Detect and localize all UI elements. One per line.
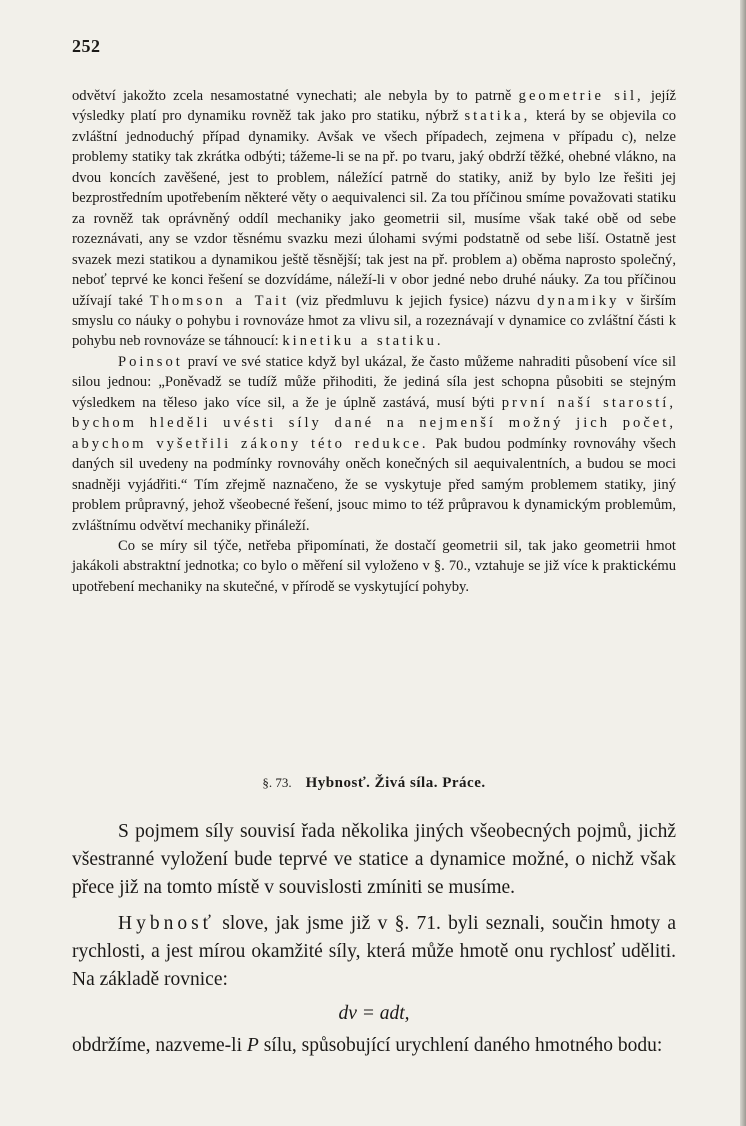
paragraph-poinsot	[72, 352, 676, 536]
page-edge-shadow	[740, 0, 746, 1126]
text-run: která by se objevila co zvláštní jednoduchý případ dynamiky. Avšak ve všech případech, zejmena v případu c), nelze problemy statiky tak zkrátka odbýti; tážeme-li se na př. po tvaru, jaký obdrží těžké, ohebné vlákno, na dvou koncích zavěšené, jest to problem, náležící patrně do statiky, aniž by bylo lze řešiti jej bezprostředním upotřebením některé věty o aequivalenci sil. Za tou příčinou smíme považovati statiku za rovněž tak oprávněný oddíl mechaniky jako geometrii sil, musíme však také obě od sebe rozeznávati, any se vzdor těsnému svazku mezi úlohami svými podstatně od sebe liší. Ostatně jest svazek mezi statikou a dynamikou ještě těsnější; tak jest na př. problem a) oběma naprosto společný, neboť teprvé ke konci řešení se dozvídáme, náleží-li v obor jedné nebo druhé náuky. Za tou příčinou užívají také	[72, 108, 676, 309]
text-run: Pak budou podmínky rovnováhy všech daných sil uvedeny na podmínky rovnováhy oněch konečných sil aequivalentních, a budou se moci snadněji vyjádřiti.“ Tím zřejmě naznačeno, že se vyskytuje před samým problemem statiky, jiný problem průpravný, jehož všeobecné řešení, jsouc mimo to též průpravou k dynamickým problemům, zvláštnímu odvětví mechaniky přináleží.	[72, 435, 676, 534]
equation: dv = adt,	[338, 1003, 410, 1024]
section-number: §. 73.	[262, 775, 292, 790]
emphasis-poinsot: Poinsot	[118, 353, 183, 370]
section-heading	[72, 773, 676, 793]
paragraph-force-definition	[72, 1032, 676, 1060]
text-run: odvětví jakožto zcela nesamostatné vynechati; ale nebyla by to patrně	[72, 88, 512, 104]
text-block-top	[72, 86, 676, 597]
paragraph-statics	[72, 86, 676, 352]
emphasis-kinetiku-statiku: kinetiku a statiku.	[282, 333, 444, 350]
text-run: praví ve své statice když byl ukázal, že často můžeme nahraditi působení více sil silou jednou: „Poněvadž se tudíž může přihoditi, že jediná síla jest schopna působiti se stejným výsledkem na těleso jako více sil, a že je úplně zastává, musí býti	[72, 353, 676, 411]
text-run: v širším smyslu co náuky o pohybu i rovnováze hmot za vlivu sil, a rozeznávají v dynamice co zvláštní části k pohybu neb rovnováze se táhnoucí:	[72, 292, 677, 350]
text-run: sílu, spůsobující urychlení daného hmotného bodu:	[263, 1035, 663, 1056]
page-number: 252	[72, 36, 101, 56]
section-title: Hybnosť. Živá síla. Práce.	[305, 775, 486, 791]
emphasis-dynamiky: dynamiky	[537, 292, 620, 309]
emphasis-geometrie-sil: geometrie sil,	[518, 88, 644, 104]
text-run: (viz předmluvu k jejich fysice) názvu	[295, 292, 531, 309]
emphasis-quote: první naší starostí, bychom hleděli uvésti síly dané na nejmenší možný jich počet, abychom vyšetřili zákony této redukce.	[72, 394, 676, 452]
text-run: obdržíme, nazveme-li	[72, 1035, 243, 1056]
emphasis-hybnost: Hybnosť	[118, 913, 216, 934]
text-run: jejíž výsledky platí pro dynamiku rovněž tak jako pro statiku, nýbrž	[72, 88, 677, 125]
variable-p: P	[246, 1035, 259, 1056]
emphasis-thomson-tait: Thomson a Tait	[149, 292, 290, 309]
emphasis-statika: statika,	[464, 108, 531, 125]
paragraph-momentum	[72, 910, 676, 994]
paragraph-force-measure: Co se míry sil týče, netřeba připomínati, že dostačí geometrii sil, tak jako geometrii hmot jakákoli abstraktní jednotka; co bylo o měření sil vyloženo v §. 70., vztahuje se již více k praktickému upotřebení mechaniky na skutečné, v přírodě se vyskytující pohyby.	[72, 537, 676, 595]
text-block-bottom	[72, 818, 676, 1060]
text-run: slove, jak jsme již v §. 71. byli seznali, součin hmoty a rychlosti, a jest mírou okamžité síly, která může hmotě onu rychlosť uděliti. Na základě rovnice:	[72, 913, 676, 990]
paragraph-intro: S pojmem síly souvisí řada několika jiných všeobecných pojmů, jichž všestranné vyložení bude teprvé ve statice a dynamice možné, o nichž však přece již na tomto místě v souvislosti zmíniti se musíme.	[72, 821, 676, 898]
